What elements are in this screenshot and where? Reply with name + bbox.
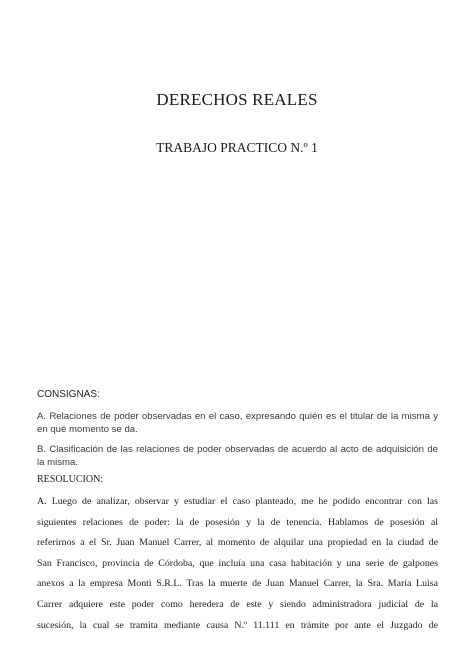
resolucion-paragraph — [37, 492, 438, 636]
paragraph-line: siguientes relaciones de poder: la de posesión y la de tenencia. Hablamos de posesión al — [37, 516, 438, 528]
resolucion-section — [37, 474, 438, 636]
consigna-item-b: B. Clasificación de las relaciones de poder observadas de acuerdo al acto de adquisición de la misma. — [37, 444, 438, 468]
document-title: DERECHOS REALES — [156, 90, 318, 109]
paragraph-line: A. Luego de analizar, observar y estudiar el caso planteado, me he podido encontrar con las — [37, 496, 438, 507]
document-subtitle: TRABAJO PRACTICO N.º 1 — [156, 140, 318, 155]
paragraph-line: San Francisco, provincia de Córdoba, que incluía una casa habitación y una serie de galpones — [37, 557, 438, 569]
consigna-item-a: A. Relaciones de poder observadas en el caso, expresando quién es el titular de la misma y en qué momento se da. — [37, 411, 438, 435]
paragraph-line: anexos a la empresa Monti S.R.L. Tras la muerte de Juan Manuel Carrer, la Sra. María Luisa — [37, 578, 438, 590]
consignas-heading: CONSIGNAS: — [37, 389, 100, 400]
paragraph-line: Carrer adquiere este poder como heredera de este y siendo administradora judicial de la — [37, 598, 438, 610]
paragraph-line: sucesión, la cual se tramita mediante causa N.º 11.111 en trámite por ante el Juzgado de — [37, 619, 438, 631]
paragraph-line: referirnos a el Sr. Juan Manuel Carrer, al momento de alquilar una propiedad en la ciudad de — [37, 537, 438, 549]
consignas-section — [37, 389, 438, 477]
resolucion-heading: RESOLUCION: — [37, 474, 104, 485]
